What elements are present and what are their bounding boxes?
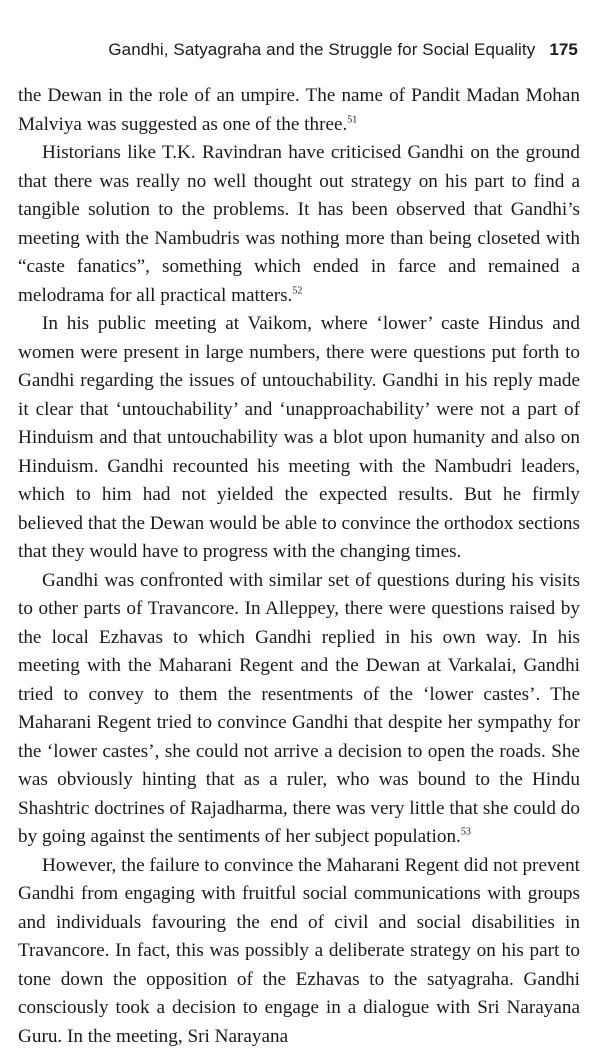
paragraph-3 <box>18 310 580 567</box>
paragraph-text: Historians like T.K. Ravindran have criticised Gandhi on the ground that there was really no well thought out strategy on his part to find a tangible solution to the problems. It has been observed that Gandhi’s meeting with the Nambudris was nothing more than being closeted with “caste fanatics”, something which ended in farce and remained a melodrama for all practical matters. <box>18 142 580 306</box>
paragraph-5 <box>18 852 580 1052</box>
running-title: Gandhi, Satyagraha and the Struggle for Social Equality <box>108 40 536 59</box>
paragraph-text: In his public meeting at Vaikom, where ‘lower’ caste Hindus and women were present in large numbers, there were questions put forth to Gandhi regarding the issues of untouchability. Gandhi in his reply made it clear that ‘untouchability’ and ‘unapproachability’ were not a part of Hinduism and that untouchability was a blot upon humanity and also on Hinduism. Gandhi recounted his meeting with the Nambudri leaders, which to him had not yielded the expected results. But he firmly believed that the Dewan would be able to convince the orthodox sections that they would have to progress with the changing times. <box>18 313 580 562</box>
paragraph-2 <box>18 139 580 310</box>
footnote-ref-53: 53 <box>460 826 471 838</box>
page-number: 175 <box>549 40 578 59</box>
paragraph-text: However, the failure to convince the Maharani Regent did not prevent Gandhi from engaging with fruitful social communications with groups and individuals favouring the end of civil and social disabilities in Travancore. In fact, this was possibly a deliberate strategy on his part to tone down the opposition of the Ezhavas to the satyagraha. Gandhi consciously took a decision to engage in a dialogue with Sri Narayana Guru. In the meeting, Sri Narayana <box>18 854 580 1047</box>
paragraph-text: Gandhi was confronted with similar set of questions during his visits to other parts of Travancore. In Alleppey, there were questions raised by the local Ezhavas to which Gandhi replied in his own way. In his meeting with the Maharani Regent and the Dewan at Varkalai, Gandhi tried to convey to them the resentments of the ‘lower castes’. The Maharani Regent tried to convince Gandhi that despite her sympathy for the ‘lower castes’, she could not arrive a decision to open the roads. She was obviously hinting that as a ruler, who was bound to the Hindu Shashtric doctrines of Rajadharma, there was very little that she could do by going against the sentiments of her subject population. <box>18 569 580 847</box>
footnote-ref-52: 52 <box>292 285 303 297</box>
paragraph-4 <box>18 567 580 852</box>
footnote-ref-51: 51 <box>347 114 358 126</box>
paragraph-text: the Dewan in the role of an umpire. The name of Pandit Madan Mohan Malviya was suggested as one of the three. <box>18 85 580 135</box>
running-head <box>56 40 578 60</box>
paragraph-1 <box>18 82 580 139</box>
body-text <box>18 82 580 1051</box>
